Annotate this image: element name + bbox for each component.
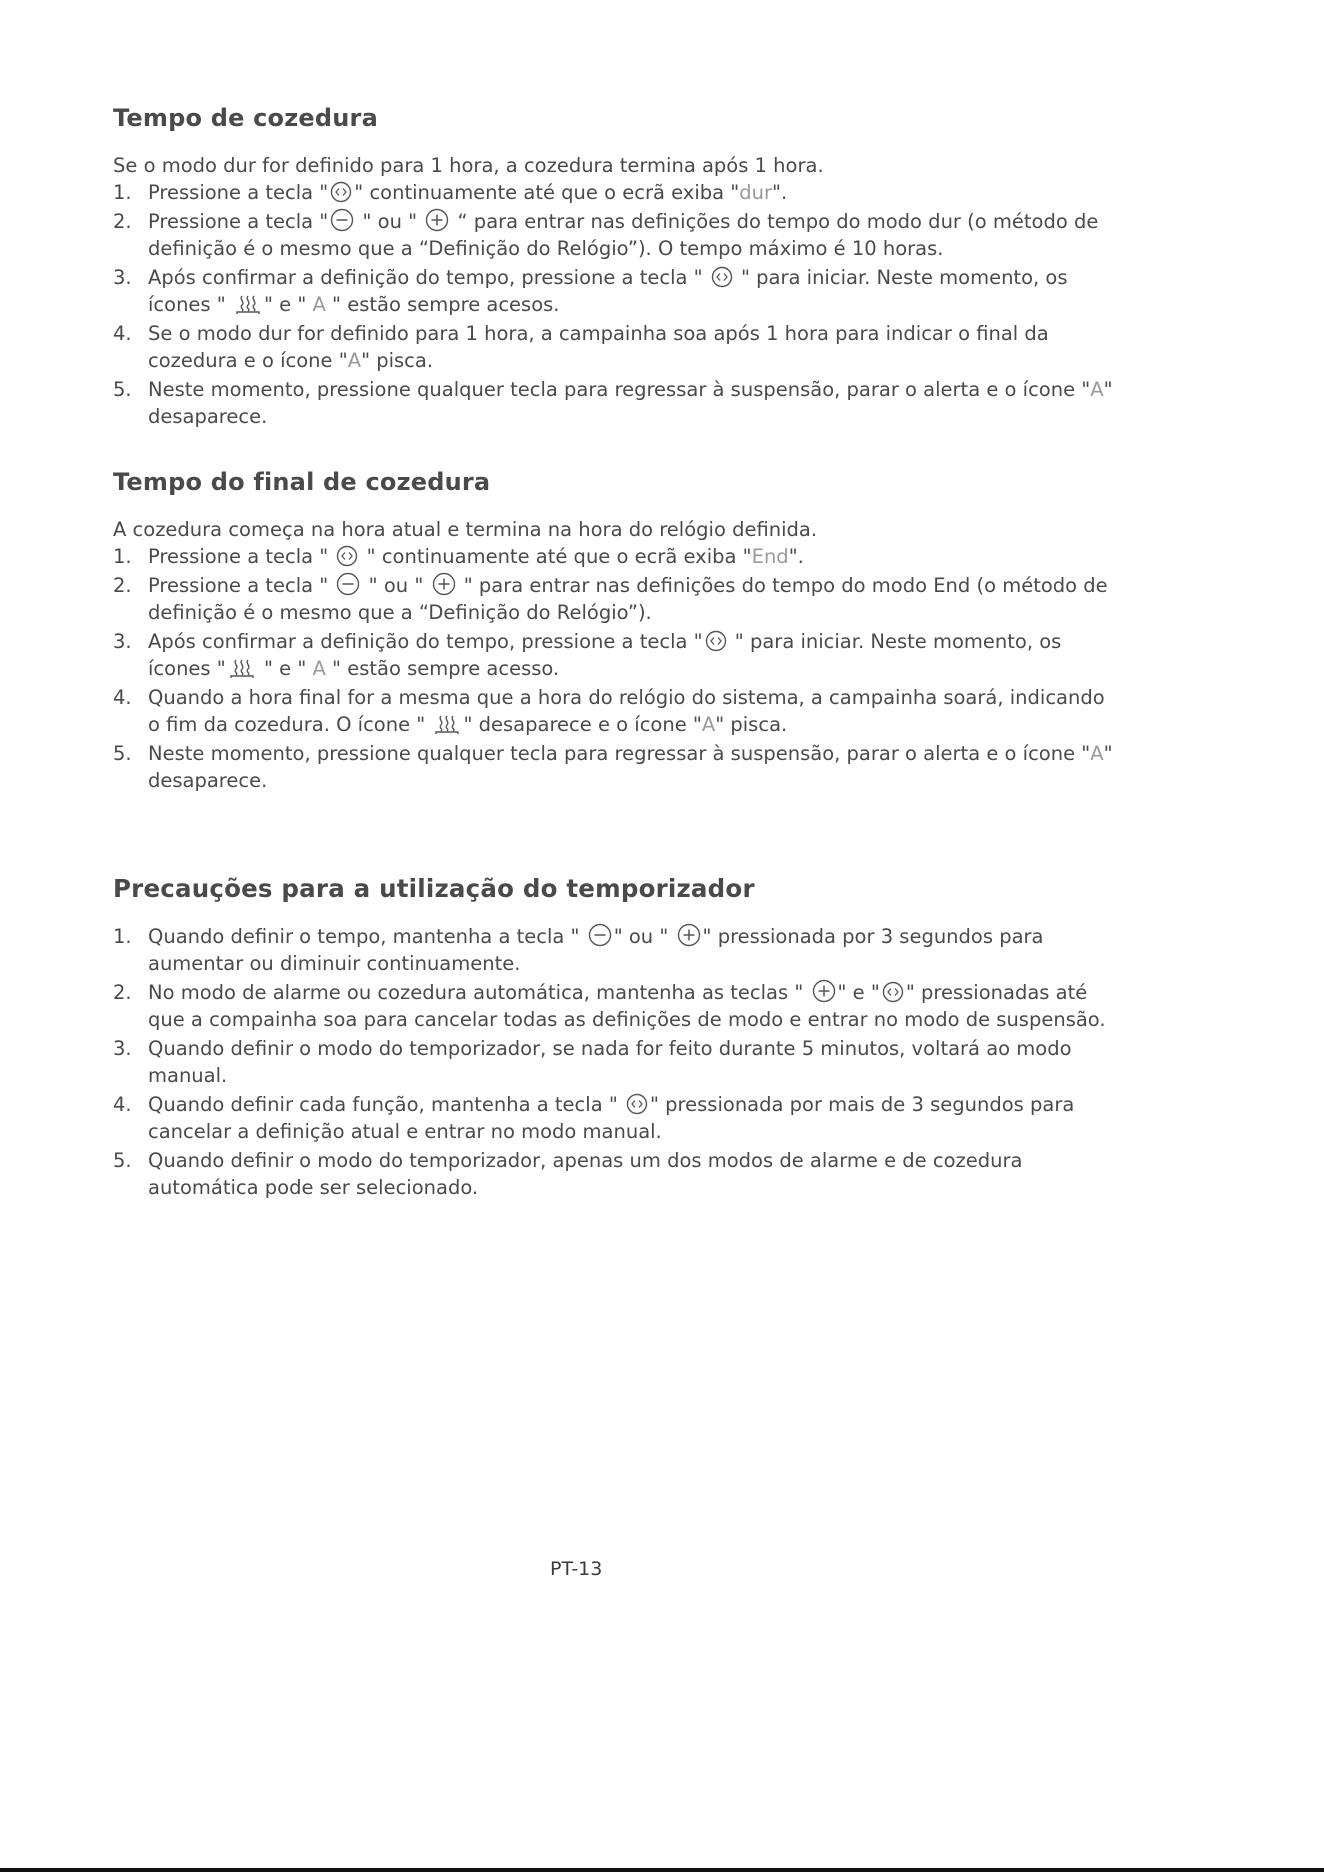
list-item (113, 543, 1113, 570)
list-item-number: 2. (113, 210, 132, 233)
list-item-text: Pressione a tecla " (148, 181, 329, 204)
list-item-text: Neste momento, pressione qualquer tecla para regressar à suspensão, parar o alerta e o ícone " (148, 742, 1091, 765)
list-item-text: Pressione a tecla " (148, 545, 335, 568)
arrows-key-icon (711, 266, 733, 288)
plus-key-icon (425, 208, 449, 232)
list-item-number: 3. (113, 266, 132, 289)
heating-icon (433, 713, 461, 735)
list-item-text: Quando definir o modo do temporizador, apenas um dos modos de alarme e de cozedura automática pode ser selecionado. (148, 1149, 1023, 1199)
list-item-number: 2. (113, 981, 132, 1004)
display-indicator-text: A (312, 293, 326, 316)
display-indicator-text: A (701, 713, 716, 736)
list-item-text: " para iniciar. Neste momento, os ícones " (148, 630, 1062, 680)
page-bottom-divider (0, 1868, 1324, 1872)
list-item-text: " estão sempre acesso. (325, 657, 560, 680)
display-indicator-text: A (312, 657, 326, 680)
list-item-text: Pressione a tecla " (148, 210, 329, 233)
list-item (113, 208, 1113, 262)
list-item-text: " desaparece e o ícone " (463, 713, 702, 736)
arrows-key-icon (705, 630, 727, 652)
display-indicator-text: A (1090, 378, 1104, 401)
section-intro: Se o modo dur for definido para 1 hora, a cozedura termina após 1 hora. (113, 154, 824, 177)
steps-list (113, 923, 1113, 1201)
list-item-text: " ou " (356, 210, 424, 233)
arrows-key-icon (626, 1093, 648, 1115)
arrows-key-icon (882, 981, 904, 1003)
list-item-text: Se o modo dur for definido para 1 hora, a campainha soa após 1 hora para indicar o final da cozedura e o ícone " (148, 322, 1049, 372)
steps-list (113, 179, 1113, 430)
heating-icon (228, 657, 256, 679)
list-item (113, 628, 1113, 682)
page-number: PT-13 (550, 1558, 603, 1580)
plus-key-icon (677, 923, 701, 947)
list-item-text: Quando definir o tempo, mantenha a tecla " (148, 925, 586, 948)
section-title: Precauções para a utilização do temporizador (113, 874, 755, 903)
section-end-time (113, 468, 1113, 794)
list-item-number: 5. (113, 742, 132, 765)
list-item-number: 4. (113, 686, 132, 709)
list-item-text: Após confirmar a definição do tempo, pressione a tecla " (148, 266, 709, 289)
list-item-text: " estão sempre acesos. (325, 293, 560, 316)
list-item-number: 1. (113, 545, 132, 568)
list-item-number: 2. (113, 574, 132, 597)
section-intro: A cozedura começa na hora atual e termina na hora do relógio definida. (113, 518, 818, 541)
minus-key-icon (336, 572, 360, 596)
list-item-text: " ou " (613, 925, 675, 948)
list-item-text: " e " (257, 657, 313, 680)
plus-key-icon (812, 979, 836, 1003)
arrows-key-icon (336, 545, 358, 567)
list-item-text: Quando a hora final for a mesma que a hora do relógio do sistema, a campainha soará, indicando o fim da cozedura. O ícone " (148, 686, 1105, 736)
display-indicator-text: dur (739, 181, 772, 204)
list-item-number: 1. (113, 925, 132, 948)
list-item (113, 684, 1113, 738)
list-item-text: " continuamente até que o ecrã exiba " (354, 181, 740, 204)
list-item-text: " pisca. (361, 349, 434, 372)
section-title: Tempo de cozedura (113, 104, 378, 132)
list-item (113, 179, 1113, 206)
list-item-text: " para iniciar. Neste momento, os ícones " (148, 266, 1068, 316)
list-item-text: " desaparece. (148, 378, 1113, 428)
section-cooking-time (113, 104, 1113, 430)
list-item-number: 3. (113, 1037, 132, 1060)
list-item-text: “ para entrar nas definições do tempo do modo dur (o método de definição é o mesmo que a “Definição do Relógio”). O tempo máximo é 10 horas. (148, 210, 1099, 260)
list-item-text: " pressionadas até que a compainha soa para cancelar todas as definições de modo e entrar no modo de suspensão. (148, 981, 1106, 1031)
plus-key-icon (432, 572, 456, 596)
list-item-number: 5. (113, 378, 132, 401)
list-item (113, 740, 1113, 794)
list-item-text: " desaparece. (148, 742, 1113, 792)
list-item (113, 979, 1113, 1033)
list-item-text: No modo de alarme ou cozedura automática, mantenha as teclas " (148, 981, 810, 1004)
section-title: Tempo do final de cozedura (113, 468, 491, 496)
arrows-key-icon (330, 181, 352, 203)
list-item-text: Pressione a tecla " (148, 574, 335, 597)
list-item-text: " continuamente até que o ecrã exiba " (360, 545, 752, 568)
display-indicator-text: A (347, 349, 362, 372)
list-item (113, 572, 1113, 626)
list-item-text: ". (788, 545, 804, 568)
heating-icon (234, 293, 262, 315)
list-item-number: 4. (113, 1093, 132, 1116)
list-item-text: " pressionada por mais de 3 segundos para cancelar a definição atual e entrar no modo manual. (148, 1093, 1075, 1143)
list-item (113, 264, 1113, 318)
list-item (113, 1035, 1113, 1089)
list-item-text: " ou " (362, 574, 430, 597)
list-item-text: " pressionada por 3 segundos para aumentar ou diminuir continuamente. (148, 925, 1044, 975)
display-indicator-text: A (1090, 742, 1104, 765)
list-item (113, 1147, 1113, 1201)
display-indicator-text: End (751, 545, 789, 568)
list-item-number: 5. (113, 1149, 132, 1172)
list-item-text: Quando definir o modo do temporizador, se nada for feito durante 5 minutos, voltará ao modo manual. (148, 1037, 1072, 1087)
minus-key-icon (588, 923, 612, 947)
list-item (113, 320, 1113, 374)
list-item-text: " e " (263, 293, 313, 316)
list-item (113, 1091, 1113, 1145)
list-item-text: " para entrar nas definições do tempo do modo End (o método de definição é o mesmo que a “Definição do Relógio”). (148, 574, 1108, 624)
page-content (113, 104, 1113, 1203)
list-item-text: ". (772, 181, 788, 204)
list-item (113, 923, 1113, 977)
list-item-text: Neste momento, pressione qualquer tecla para regressar à suspensão, parar o alerta e o ícone " (148, 378, 1091, 401)
steps-list (113, 543, 1113, 794)
section-timer-precautions (113, 874, 1113, 1201)
list-item-text: Após confirmar a definição do tempo, pressione a tecla " (148, 630, 703, 653)
list-item (113, 376, 1113, 430)
list-item-text: " pisca. (715, 713, 788, 736)
list-item-number: 1. (113, 181, 132, 204)
list-item-number: 3. (113, 630, 132, 653)
minus-key-icon (330, 208, 354, 232)
list-item-number: 4. (113, 322, 132, 345)
list-item-text: " e " (837, 981, 880, 1004)
list-item-text: Quando definir cada função, mantenha a tecla " (148, 1093, 625, 1116)
